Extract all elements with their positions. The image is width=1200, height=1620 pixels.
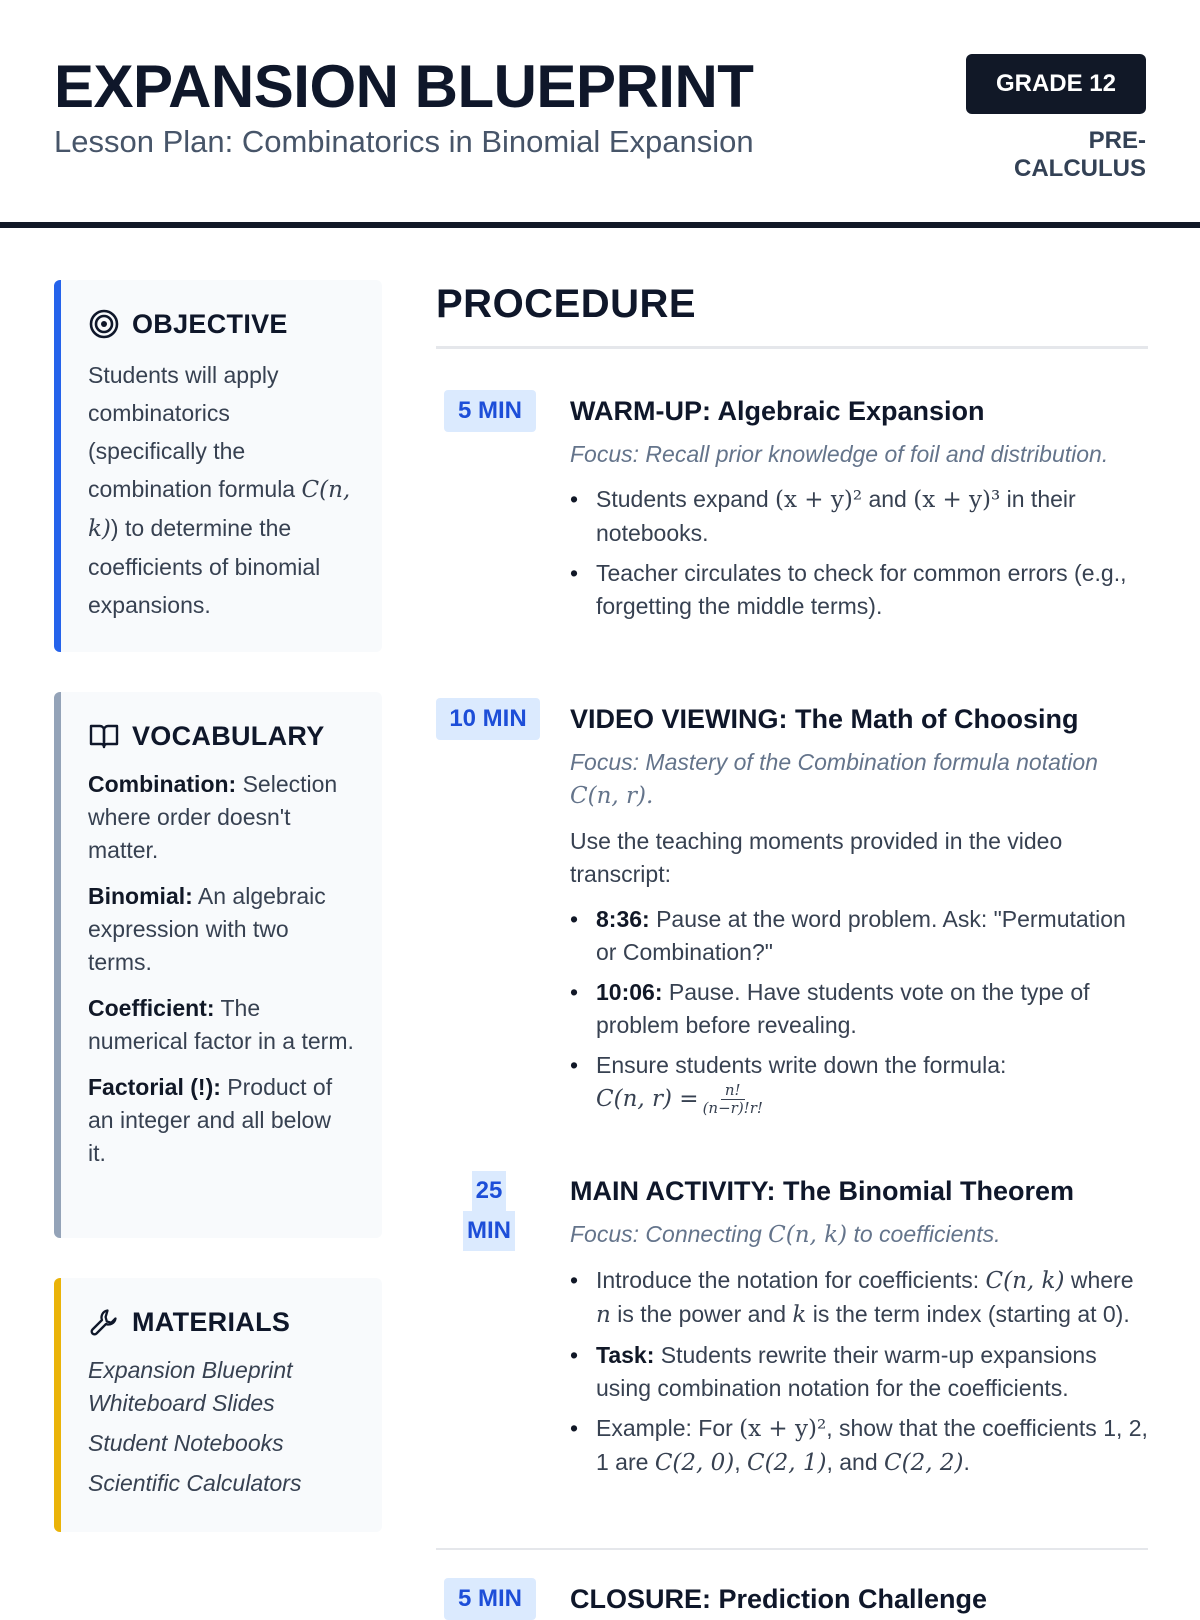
materials-card <box>54 1278 382 1532</box>
list-item: • Teacher circulates to check for common errors (e.g., forgetting the middle terms). <box>570 557 1148 623</box>
vocabulary-header <box>88 720 354 752</box>
material-item: Scientific Calculators <box>88 1470 302 1496</box>
objective-header <box>88 308 354 340</box>
vocab-item: Combination: Selection where order doesn't matter. <box>88 771 338 863</box>
step-title: WARM-UP: Algebraic Expansion <box>570 396 985 426</box>
formula: C(n, r) = <box>596 1086 699 1112</box>
step-title: MAIN ACTIVITY: The Binomial Theorem <box>570 1176 1075 1206</box>
page-title: EXPANSION BLUEPRINT <box>54 53 754 120</box>
list-item: • 10:06: Pause. Have students vote on the type of problem before revealing. <box>570 976 1148 1042</box>
vocabulary-card <box>54 692 382 1238</box>
step-paragraph: Use the teaching moments provided in the video transcript: <box>570 828 1063 887</box>
step-body <box>570 1170 1148 1487</box>
list-item: • 8:36: Pause at the word problem. Ask: "Permutation or Combination?" <box>570 903 1148 969</box>
list-item: • Students expand (x + y)² and (x + y)³ in their notebooks. <box>570 483 1148 550</box>
time-badge: 25 MIN <box>460 1170 518 1252</box>
course-label: PRE-CALCULUS <box>1014 127 1146 182</box>
objective-card <box>54 280 382 652</box>
step-divider <box>436 1548 1148 1550</box>
step-focus: Focus: Mastery of the Combination formula notation C(n, r). <box>570 749 1098 809</box>
list-item: • Ensure students write down the formula: C(n, r) = $\frac{n!}{(n-r)!r!}$ <box>570 1049 1148 1117</box>
material-item: Student Notebooks <box>88 1430 284 1456</box>
step-bullets <box>570 1264 1148 1480</box>
time-badge: 5 MIN <box>444 390 536 432</box>
vocab-item: Factorial (!): Product of an integer and all below it. <box>88 1074 333 1166</box>
materials-header <box>88 1306 354 1338</box>
vocabulary-heading: VOCABULARY <box>132 720 325 751</box>
step-body <box>570 698 1148 1124</box>
step-focus: Focus: Connecting C(n, k) to coefficients. <box>570 1221 1001 1248</box>
vocab-item: Binomial: An algebraic expression with two terms. <box>88 883 326 975</box>
vocab-item: Coefficient: The numerical factor in a term. <box>88 995 354 1054</box>
step-body <box>570 1578 1148 1620</box>
step-focus: Focus: Recall prior knowledge of foil and distribution. <box>570 441 1109 467</box>
grade-badge: GRADE 12 <box>966 54 1146 114</box>
material-item: Expansion Blueprint Whiteboard Slides <box>88 1357 293 1416</box>
step-bullets <box>570 483 1148 623</box>
time-badge: 5 MIN <box>444 1578 536 1620</box>
wrench-icon <box>88 1306 120 1338</box>
procedure-heading: PROCEDURE <box>436 282 697 326</box>
procedure-divider <box>436 346 1148 349</box>
target-icon <box>88 308 120 340</box>
list-item: • Task: Students rewrite their warm-up expansions using combination notation for the coefficients. <box>570 1339 1148 1405</box>
formula: C(n, k) <box>88 477 351 542</box>
step-bullets <box>570 903 1148 1117</box>
fraction: $\frac{n!}{(n-r)!r!}$ <box>702 1081 763 1118</box>
list-item: • Example: For (x + y)², show that the coefficients 1, 2, 1 are C(2, 0), C(2, 1), and C(2, 2). <box>570 1412 1148 1480</box>
objective-text: Students will apply combinatorics (specifically the combination formula C(n, k)) to determine the coefficients of binomial expansions. <box>88 362 351 618</box>
step-title: VIDEO VIEWING: The Math of Choosing <box>570 704 1079 734</box>
page-header <box>0 0 1200 228</box>
page-subtitle: Lesson Plan: Combinatorics in Binomial Expansion <box>54 124 754 159</box>
list-item: • Introduce the notation for coefficients: C(n, k) where n is the power and k is the term index (starting at 0). <box>570 1264 1148 1332</box>
materials-heading: MATERIALS <box>132 1306 291 1337</box>
step-body <box>570 390 1148 630</box>
book-icon <box>88 720 120 752</box>
objective-heading: OBJECTIVE <box>132 308 288 339</box>
step-title: CLOSURE: Prediction Challenge <box>570 1584 988 1614</box>
time-badge: 10 MIN <box>436 698 540 740</box>
